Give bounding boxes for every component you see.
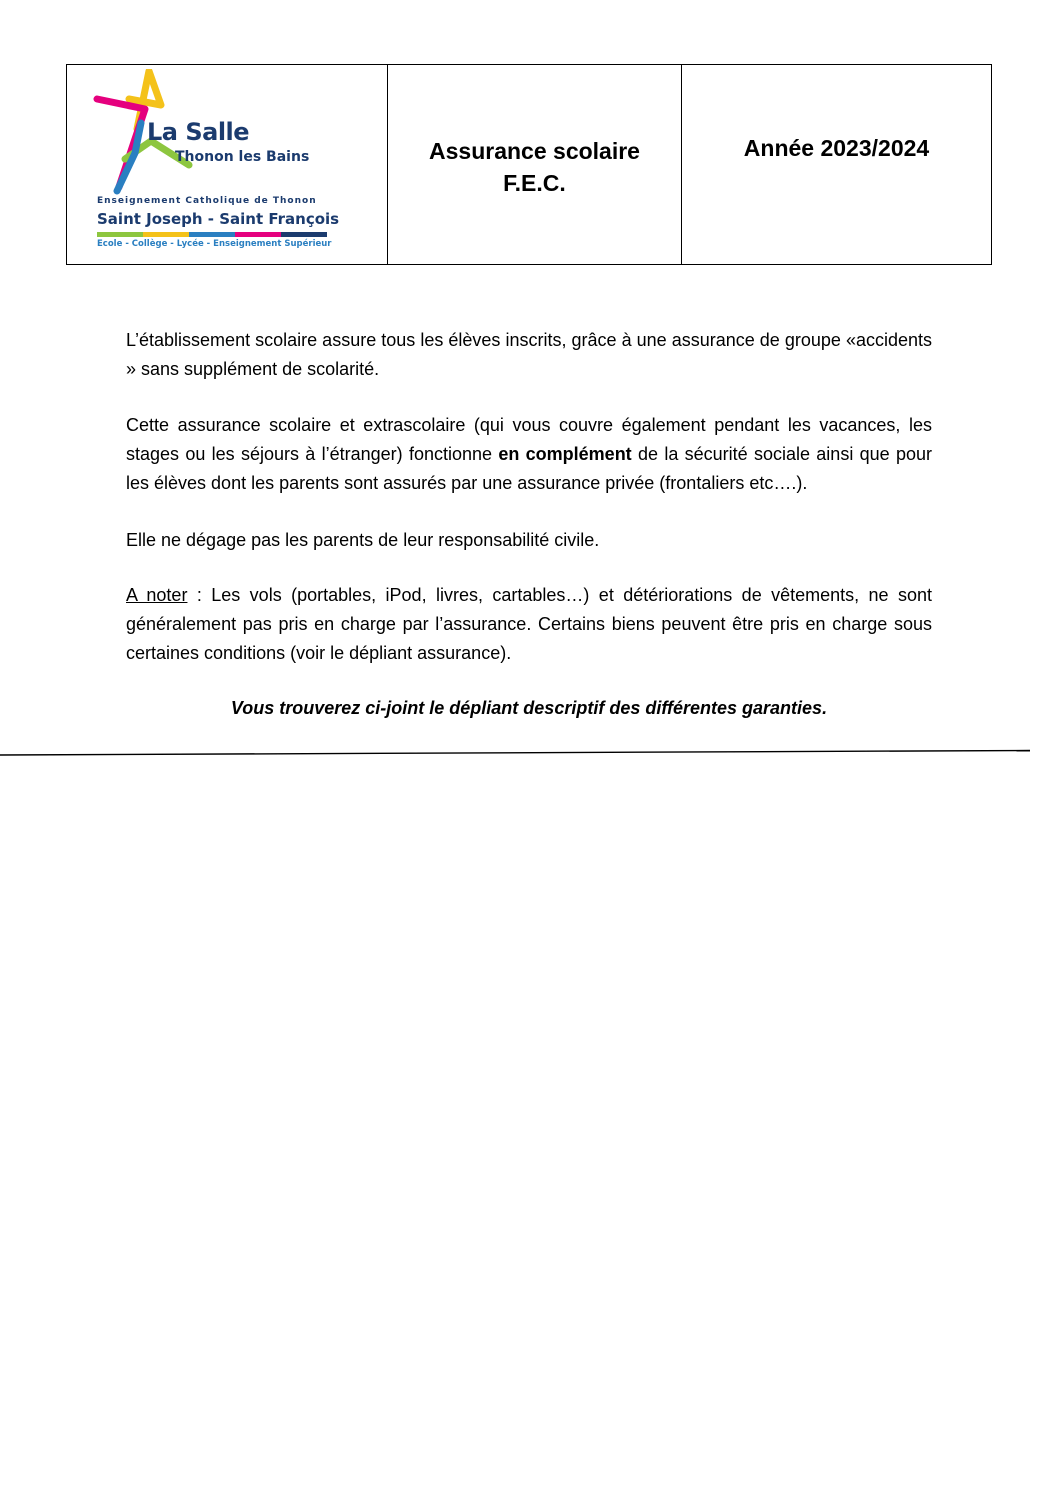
logo-name: La Salle — [147, 118, 250, 146]
separator-line — [0, 749, 1030, 757]
paragraph-complement-end: de la sécurité sociale ainsi que pour les élèves dont les parents sont assurés par une assurance privée (frontaliers etc….). — [126, 444, 932, 493]
note-label: A noter — [126, 585, 188, 605]
paragraph-complement-start: Cette assurance scolaire et extrascolaire (qui vous couvre également pendant les vacances, les stages ou les séjours à l’étranger) fonctionne — [126, 415, 932, 464]
logo-cell — [67, 65, 388, 264]
logo-city: Thonon les Bains — [175, 149, 310, 165]
paragraph-note — [126, 581, 932, 668]
year-cell — [682, 65, 991, 264]
paragraph-complement-bold: en complément — [498, 444, 632, 464]
title-line-2: F.E.C. — [503, 169, 566, 196]
paragraph-liability: Elle ne dégage pas les parents de leur responsabilité civile. — [126, 530, 600, 550]
header-table — [66, 64, 992, 265]
logo-schools: Saint Joseph - Saint François — [97, 210, 340, 228]
title-cell — [388, 65, 682, 264]
logo-levels: Ecole - Collège - Lycée - Enseignement Supérieur — [97, 239, 332, 249]
paragraph-complement — [126, 411, 932, 498]
school-year: Année 2023/2024 — [743, 135, 930, 161]
document-title — [429, 135, 640, 199]
title-line-1: Assurance scolaire — [429, 137, 640, 164]
note-text: : Les vols (portables, iPod, livres, cartables…) et détériorations de vêtements, ne sont généralement pas pris en charge par l’assurance. Certains biens peuvent être pris en charge sous certaines conditions (voir le dépliant assurance). — [126, 585, 932, 663]
paragraph-coverage: L’établissement scolaire assure tous les élèves inscrits, grâce à une assurance de groupe «accidents » sans supplément de scolarité. — [126, 330, 932, 379]
logo-color-stripes — [97, 232, 327, 237]
logo-subtitle: Enseignement Catholique de Thonon — [97, 196, 317, 206]
paragraph-brochure: Vous trouverez ci-joint le dépliant descriptif des différentes garanties. — [230, 698, 828, 718]
